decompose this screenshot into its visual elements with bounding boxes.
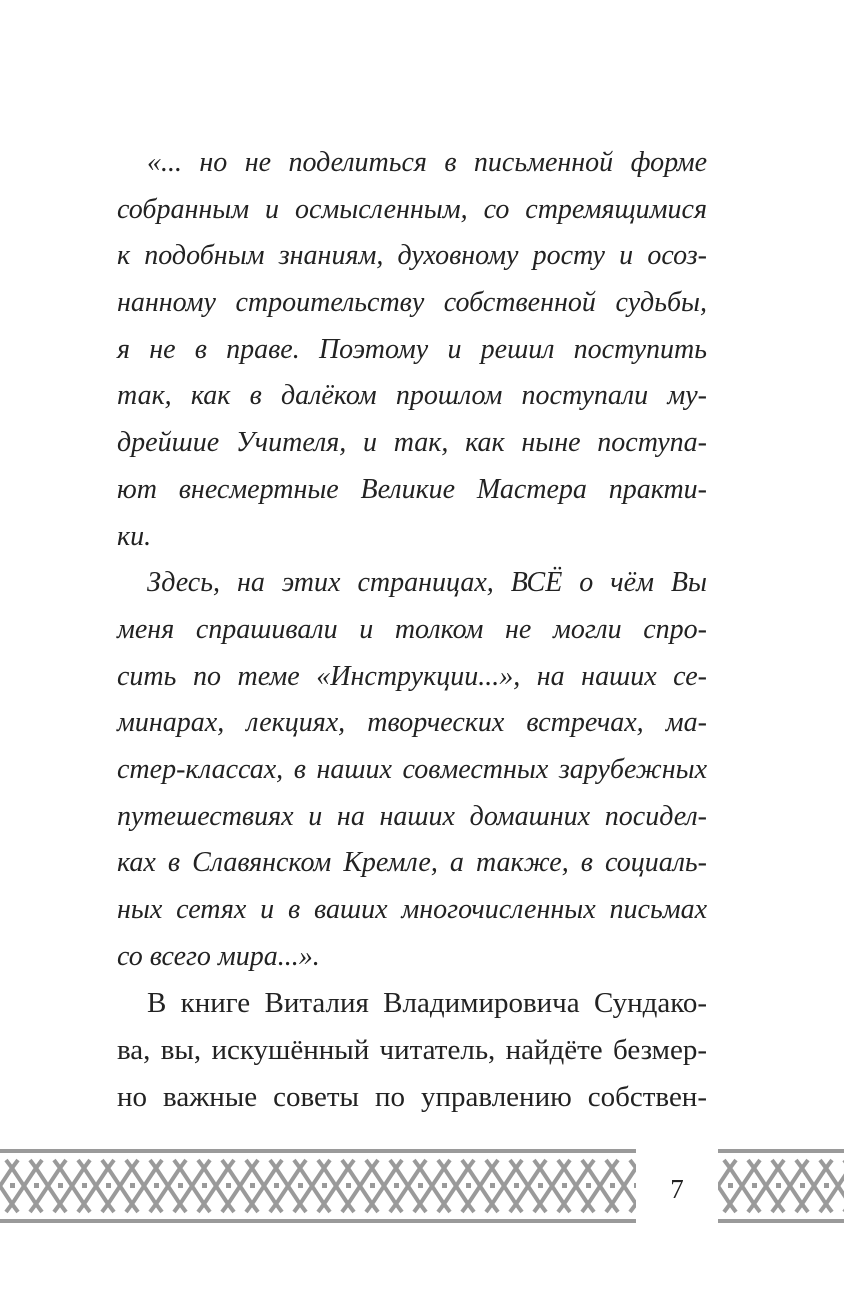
text-line: я не в праве. Поэтому и решил поступить: [117, 333, 707, 365]
paragraph-1: [117, 140, 707, 560]
paragraph-3: [117, 980, 707, 1120]
text-line: ных сетях и в ваших многочисленных письмах: [117, 894, 707, 925]
text-line: Здесь, на этих страницах, ВСЁ о чём Вы: [147, 567, 707, 599]
text-line: ки.: [117, 520, 152, 552]
text-line: В книге Виталия Владимировича Сундако-: [147, 987, 707, 1020]
text-line: ва, вы, искушённый читатель, найдёте безмер-: [117, 1034, 707, 1067]
text-line: нанному строительству собственной судьбы,: [117, 287, 707, 319]
text-line: к подобным знаниям, духовному росту и осоз-: [117, 240, 707, 272]
text-line: минарах, лекциях, творческих встречах, ма-: [117, 707, 707, 739]
text-line: ках в Славянском Кремле, а также, в социаль-: [117, 847, 707, 879]
page-number: 7: [670, 1174, 684, 1204]
text-line: со всего мира...».: [117, 940, 320, 972]
paragraph-2: [117, 560, 707, 980]
text-line: сить по теме «Инструкции...», на наших се-: [117, 660, 707, 692]
text-line: ют внесмертные Великие Мастера практи-: [117, 473, 707, 505]
text-column: [117, 140, 707, 1120]
slavic-ornament-icon: [718, 1148, 844, 1224]
text-line: «... но не поделиться в письменной форме: [147, 147, 707, 178]
text-line: собранным и осмысленным, со стремящимися: [117, 193, 707, 225]
text-line: но важные советы по управлению собствен-: [117, 1080, 707, 1113]
text-line: стер-классах, в наших совместных зарубежных: [117, 753, 707, 785]
text-line: так, как в далёком прошлом поступали му-: [117, 380, 707, 412]
slavic-ornament-icon: [0, 1148, 636, 1224]
text-line: путешествиях и на наших домашних посидел-: [117, 800, 707, 832]
text-line: меня спрашивали и толком не могли спро-: [117, 613, 707, 645]
text-line: дрейшие Учителя, и так, как ныне поступа-: [117, 427, 707, 459]
